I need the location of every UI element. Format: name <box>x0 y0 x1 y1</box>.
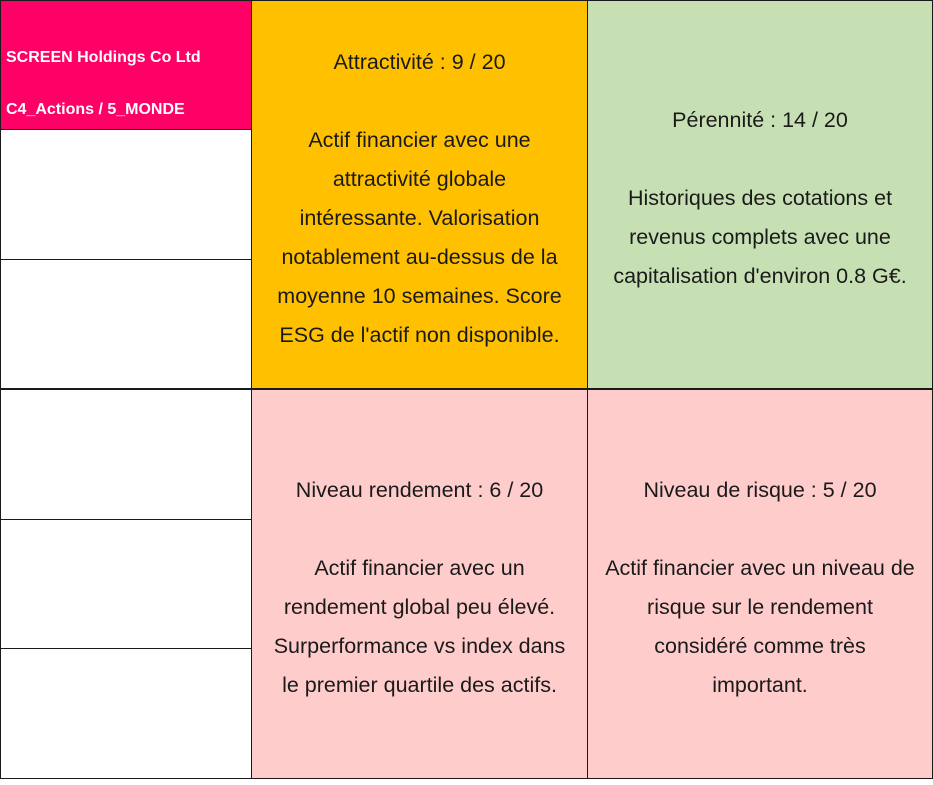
rendement-title: Niveau rendement : 6 / 20 <box>295 478 544 502</box>
attractivite-description: Actif financier avec une attractivité globale intéressante. Valorisation notablement au-dessus de la moyenne 10 semaines. Score ESG de l'actif non disponible. <box>277 128 562 347</box>
blank-cell-1 <box>0 129 252 261</box>
perennite-card <box>587 0 933 389</box>
attractivite-card <box>251 0 588 389</box>
blank-cell-3 <box>0 389 252 521</box>
rendement-card <box>251 389 588 779</box>
rendement-description: Actif financier avec un rendement global peu élevé. Surperformance vs index dans le premier quartile des actifs. <box>273 556 566 697</box>
attractivite-title: Attractivité : 9 / 20 <box>333 50 506 74</box>
perennite-title: Pérennité : 14 / 20 <box>672 108 848 132</box>
bottom-margin <box>0 779 933 785</box>
risque-title: Niveau de risque : 5 / 20 <box>643 478 877 502</box>
asset-header <box>0 0 252 131</box>
blank-cell-5 <box>0 648 252 779</box>
blank-cell-2 <box>0 259 252 389</box>
asset-name: SCREEN Holdings Co Ltd <box>6 49 201 66</box>
blank-cell-4 <box>0 519 252 650</box>
risque-card <box>587 389 933 779</box>
perennite-description: Historiques des cotations et revenus complets avec une capitalisation d'environ 0.8 G€. <box>613 186 907 288</box>
risque-description: Actif financier avec un niveau de risque sur le rendement considéré comme très important. <box>605 556 915 697</box>
asset-category: C4_Actions / 5_MONDE <box>6 101 185 118</box>
